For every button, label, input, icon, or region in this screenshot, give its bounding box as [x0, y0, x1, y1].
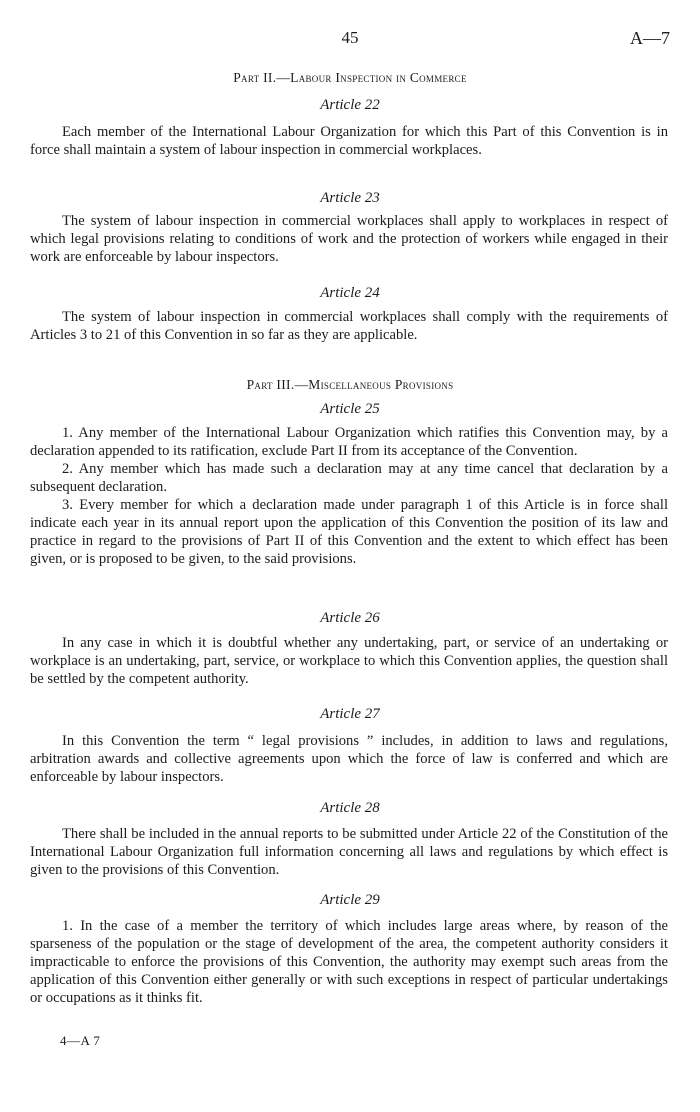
article-22-text: Each member of the International Labour Organization for which this Part of this Convention is in force shall maintain a system of labour inspection in commercial workplaces.: [30, 124, 668, 158]
article-23-title: Article 23: [320, 190, 380, 206]
article-26-body: [30, 634, 668, 688]
document-reference: A—7: [630, 28, 670, 48]
article-24-title: Article 24: [320, 285, 380, 301]
article-28-text: There shall be included in the annual reports to be submitted under Article 22 of the Constitution of the International Labour Organization full information concerning all laws and regulations by which effect is given to the provisions of this Convention.: [30, 826, 668, 878]
article-25-para-2: 2. Any member which has made such a declaration may at any time cancel that declaration by a subsequent declaration.: [30, 461, 668, 495]
page-number: 45: [341, 28, 359, 47]
article-28-body: [30, 825, 668, 879]
article-26-text: In any case in which it is doubtful whether any undertaking, part, or service of an undertaking or workplace is an undertaking, part, service, or workplace to which this Convention applies, the question shall be settled by the competent authority.: [30, 635, 668, 687]
article-24-text: The system of labour inspection in commercial workplaces shall comply with the requirements of Articles 3 to 21 of this Convention in so far as they are applicable.: [30, 309, 668, 343]
article-24-body: [30, 308, 668, 344]
article-27-title: Article 27: [320, 706, 380, 722]
article-23-body: [30, 212, 668, 266]
article-25-body: [30, 424, 668, 568]
article-25-para-1: 1. Any member of the International Labour Organization which ratifies this Convention may, by a declaration appended to its ratification, exclude Part II from its acceptance of the Convention.: [30, 425, 668, 459]
article-29-body: [30, 917, 668, 1007]
article-22-body: [30, 123, 668, 159]
printer-signature: 4—A 7: [60, 1033, 101, 1048]
article-22-title: Article 22: [320, 97, 380, 113]
article-29-para-1: 1. In the case of a member the territory of which includes large areas where, by reason of the sparseness of the population or the stage of development of the area, the competent authority considers it impracticable to enforce the provisions of this Convention, the authority may exempt such areas from the application of this Convention either generally or with such exceptions in respect of particular undertakings or occupations as it thinks fit.: [30, 918, 668, 1006]
article-27-body: [30, 732, 668, 786]
part-ii-heading: Part II.—Labour Inspection in Commerce: [233, 70, 467, 85]
article-23-text: The system of labour inspection in commercial workplaces shall apply to workplaces in respect of which legal provisions relating to conditions of work and the protection of workers while engaged in their work are enforceable by labour inspectors.: [30, 213, 668, 265]
part-iii-heading: Part III.—Miscellaneous Provisions: [246, 377, 454, 392]
article-29-title: Article 29: [320, 892, 380, 908]
article-28-title: Article 28: [320, 800, 380, 816]
article-25-para-3: 3. Every member for which a declaration made under paragraph 1 of this Article is in force shall indicate each year in its annual report upon the application of this Convention the position of its law and practice in regard to the provisions of Part II of this Convention and the extent to which effect has been given, or is proposed to be given, to the said provisions.: [30, 497, 668, 567]
article-26-title: Article 26: [320, 610, 380, 626]
article-25-title: Article 25: [320, 401, 380, 417]
article-27-text: In this Convention the term “ legal provisions ” includes, in addition to laws and regulations, arbitration awards and collective agreements upon which the force of law is conferred and which are enforceable by labour inspectors.: [30, 733, 668, 785]
